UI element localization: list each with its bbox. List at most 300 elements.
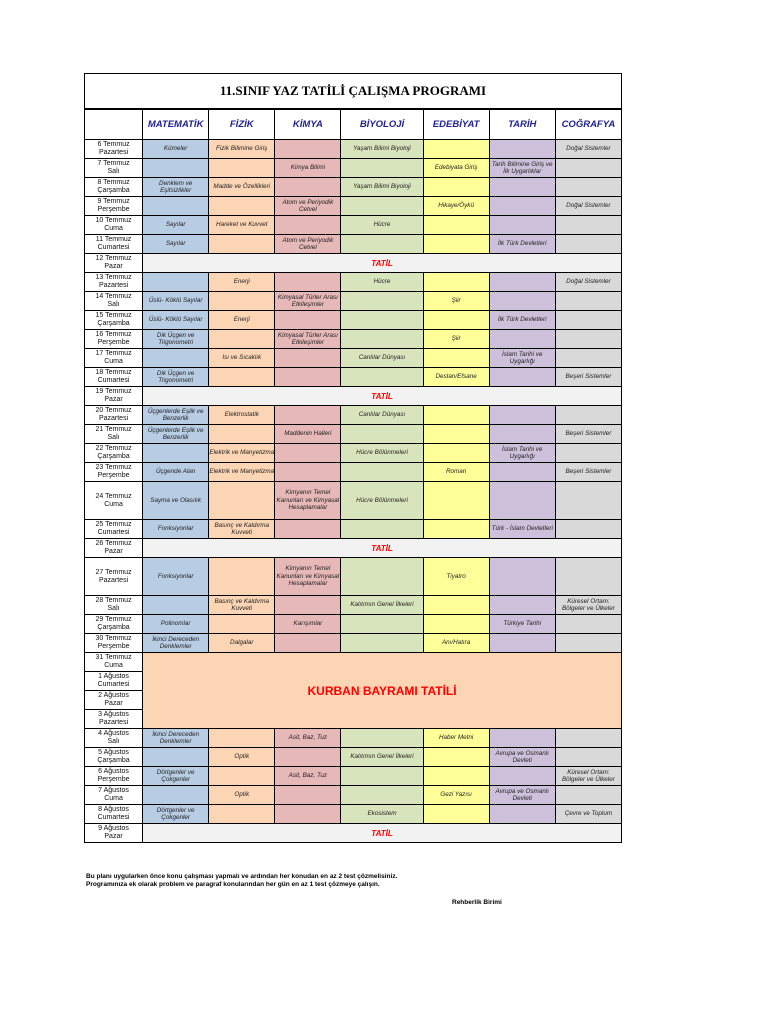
date-label: 4 Ağustos [98, 730, 129, 737]
subject-cell: Isı ve Sıcaklık [209, 349, 275, 368]
subject-cell [209, 159, 275, 178]
subject-cell [555, 558, 621, 596]
date-cell [85, 672, 143, 691]
subject-cell: Polinomlar [143, 615, 209, 634]
table-row [85, 330, 622, 349]
table-row [85, 197, 622, 216]
subject-cell [423, 273, 489, 292]
holiday-cell: TATİL [143, 254, 622, 273]
date-cell [85, 596, 143, 615]
subject-cell [275, 140, 341, 159]
subject-cell: Hücre [341, 216, 423, 235]
day-label: Salı [107, 434, 120, 441]
subject-cell: Kimyasal Türler Arası Etkileşimler [275, 330, 341, 349]
day-label: Pazar [104, 833, 123, 840]
table-row [85, 463, 622, 482]
subject-cell: Madde ve Özellikleri [209, 178, 275, 197]
subject-cell: Küresel Ortam: Bölgeler ve Ülkeler [555, 596, 621, 615]
date-cell [85, 634, 143, 653]
subject-cell [489, 273, 555, 292]
table-row [85, 425, 622, 444]
subject-cell: Sayılar [143, 216, 209, 235]
subject-cell: İslam Tarihi ve Uygarlığı [489, 349, 555, 368]
table-row [85, 634, 622, 653]
day-label: Cumartesi [97, 244, 130, 251]
header-row [85, 110, 622, 140]
table-row [85, 615, 622, 634]
date-label: 15 Temmuz [95, 312, 132, 319]
subject-cell [341, 615, 423, 634]
subject-cell [209, 558, 275, 596]
date-label: 28 Temmuz [95, 597, 132, 604]
subject-cell [341, 311, 423, 330]
subject-cell [489, 805, 555, 824]
page-title: 11.SINIF YAZ TATİLİ ÇALIŞMA PROGRAMI [84, 73, 622, 109]
subject-cell: Avrupa ve Osmanlı Devleti [489, 786, 555, 805]
subject-cell [555, 406, 621, 425]
date-cell [85, 140, 143, 159]
subject-cell: Avrupa ve Osmanlı Devleti [489, 748, 555, 767]
subject-cell [143, 273, 209, 292]
subject-cell: Optik [209, 786, 275, 805]
table-row [85, 729, 622, 748]
table-row [85, 292, 622, 311]
date-label: 8 Temmuz [97, 179, 130, 186]
subject-cell [489, 729, 555, 748]
day-label: Çarşamba [97, 320, 130, 327]
subject-cell: Küresel Ortam: Bölgeler ve Ülkeler [555, 767, 621, 786]
subject-cell [423, 178, 489, 197]
subject-cell [555, 615, 621, 634]
subject-cell [341, 425, 423, 444]
subject-cell [341, 197, 423, 216]
subject-cell: Enerji [209, 273, 275, 292]
subject-cell: Basınç ve Kaldırma Kuvveti [209, 520, 275, 539]
subject-cell [275, 178, 341, 197]
subject-cell: Kümeler [143, 140, 209, 159]
subject-cell [555, 349, 621, 368]
subject-cell [275, 406, 341, 425]
day-label: Pazartesi [98, 576, 129, 584]
subject-cell: Atom ve Periyodik Cetvel [275, 197, 341, 216]
subject-cell: Beşeri Sistemler [555, 463, 621, 482]
table-row [85, 653, 622, 672]
table-row [85, 444, 622, 463]
day-label: Çarşamba [97, 453, 130, 460]
subject-cell: Enerji [209, 311, 275, 330]
subject-cell [209, 729, 275, 748]
subject-cell [489, 292, 555, 311]
date-cell [85, 216, 143, 235]
subject-cell [341, 292, 423, 311]
subject-cell [555, 520, 621, 539]
day-label: Perşembe [97, 643, 130, 650]
subject-cell [209, 805, 275, 824]
day-label: Pazartesi [98, 719, 129, 726]
subject-cell: Denklem ve Eşitsizlikler [143, 178, 209, 197]
subject-cell [555, 330, 621, 349]
day-label: Salı [107, 738, 120, 745]
table-row [85, 368, 622, 387]
subject-cell [489, 330, 555, 349]
subject-cell [275, 786, 341, 805]
date-label: 11 Temmuz [95, 236, 132, 243]
subject-cell [275, 634, 341, 653]
subject-cell [423, 311, 489, 330]
subject-cell [489, 425, 555, 444]
subject-cell [489, 216, 555, 235]
table-row [85, 558, 622, 596]
subject-cell: Dik Üçgen ve Trigonometri [143, 330, 209, 349]
day-label: Pazartesi [98, 282, 129, 289]
header-tarih: TARİH [489, 110, 555, 140]
subject-cell [341, 159, 423, 178]
subject-cell [143, 444, 209, 463]
subject-cell [341, 786, 423, 805]
subject-cell [423, 140, 489, 159]
subject-cell [423, 520, 489, 539]
day-label: Cumartesi [97, 529, 130, 536]
table-row [85, 311, 622, 330]
date-label: 31 Temmuz [95, 654, 132, 661]
subject-cell [209, 330, 275, 349]
day-label: Pazar [104, 548, 123, 555]
date-label: 10 Temmuz [95, 217, 132, 224]
subject-cell: Sayma ve Olasılık [143, 482, 209, 520]
table-row [85, 387, 622, 406]
date-label: 30 Temmuz [95, 635, 132, 642]
day-label: Salı [107, 301, 120, 308]
subject-cell: İkinci Dereceden Denklemler [143, 729, 209, 748]
date-cell [85, 805, 143, 824]
date-label: 19 Temmuz [95, 388, 132, 395]
signature: Rehberlik Birimi [452, 899, 502, 906]
subject-cell [275, 216, 341, 235]
bayram-holiday-cell: KURBAN BAYRAMI TATİLİ [143, 653, 622, 729]
subject-cell: Kimyanın Temel Kanunları ve Kimyasal Hesaplamalar [275, 482, 341, 520]
subject-cell: Optik [209, 748, 275, 767]
header-kimya: KİMYA [275, 110, 341, 140]
date-label: 7 Ağustos [98, 787, 129, 794]
table-row [85, 520, 622, 539]
date-label: 6 Temmuz [97, 141, 130, 148]
subject-cell: İslam Tarihi ve Uygarlığı [489, 444, 555, 463]
day-label: Çarşamba [97, 187, 130, 194]
date-label: 9 Temmuz [97, 198, 130, 205]
date-cell [85, 729, 143, 748]
subject-cell: Beşeri Sistemler [555, 368, 621, 387]
subject-cell [275, 748, 341, 767]
table-row [85, 349, 622, 368]
subject-cell: Maddenin Halleri [275, 425, 341, 444]
subject-cell: Fonksiyonlar [143, 520, 209, 539]
day-label: Perşembe [97, 206, 130, 213]
subject-cell: Anı/Hatıra [423, 634, 489, 653]
subject-cell [423, 767, 489, 786]
subject-cell: Elektrik ve Manyetizma [209, 444, 275, 463]
subject-cell [341, 634, 423, 653]
table-row [85, 159, 622, 178]
date-cell [85, 748, 143, 767]
day-label: Çarşamba [97, 624, 130, 631]
date-label: 8 Ağustos [98, 806, 129, 813]
subject-cell: Şiir [423, 330, 489, 349]
date-cell [85, 235, 143, 254]
subject-cell [341, 520, 423, 539]
date-cell [85, 786, 143, 805]
subject-cell: Türk - İslam Devletleri [489, 520, 555, 539]
date-label: 26 Temmuz [95, 540, 132, 547]
holiday-cell: TATİL [143, 824, 622, 843]
subject-cell [143, 197, 209, 216]
subject-cell: Türkiye Tarihi [489, 615, 555, 634]
subject-cell [555, 292, 621, 311]
date-label: 12 Temmuz [95, 255, 132, 262]
date-cell [85, 653, 143, 672]
subject-cell [555, 748, 621, 767]
subject-cell [489, 406, 555, 425]
day-label: Pazar [104, 263, 123, 270]
subject-cell: Asit, Baz, Tuz [275, 767, 341, 786]
table-row [85, 235, 622, 254]
subject-cell: Hareket ve Kuvvet [209, 216, 275, 235]
subject-cell: Dik Üçgen ve Trigonometri [143, 368, 209, 387]
subject-cell: Destan/Efsane [423, 368, 489, 387]
table-row [85, 178, 622, 197]
date-label: 5 Ağustos [98, 749, 129, 756]
holiday-cell: TATİL [143, 539, 622, 558]
table-row [85, 273, 622, 292]
subject-cell [341, 558, 423, 596]
subject-cell: Elektrostatik [209, 406, 275, 425]
table-row [85, 596, 622, 615]
note-line-1: Bu planı uygularken önce konu çalışması yapmalı ve ardından her konudan en az 2 test çözmelisiniz. [86, 873, 398, 880]
subject-cell [489, 634, 555, 653]
day-label: Pazar [104, 700, 123, 707]
subject-cell [275, 311, 341, 330]
date-label: 17 Temmuz [95, 350, 132, 357]
subject-cell: Kalıtımın Genel İlkeleri [341, 596, 423, 615]
date-label: 23 Temmuz [95, 464, 132, 471]
subject-cell [555, 729, 621, 748]
date-label: 16 Temmuz [95, 331, 132, 338]
subject-cell: Tarih Bilimine Giriş ve İlk Uygarlıklar [489, 159, 555, 178]
subject-cell [555, 216, 621, 235]
date-cell [85, 330, 143, 349]
subject-cell [489, 463, 555, 482]
day-label: Cuma [104, 795, 123, 802]
date-label: 6 Ağustos [98, 768, 129, 775]
subject-cell [555, 159, 621, 178]
subject-cell: Kimyanın Temel Kanunları ve Kimyasal Hesaplamalar [275, 558, 341, 596]
table-row [85, 748, 622, 767]
subject-cell: Fizik Bilimine Giriş [209, 140, 275, 159]
subject-cell [555, 634, 621, 653]
subject-cell [341, 235, 423, 254]
subject-cell: İkinci Dereceden Denklemler [143, 634, 209, 653]
schedule-table [84, 109, 622, 843]
date-label: 22 Temmuz [95, 445, 132, 452]
date-label: 7 Temmuz [97, 160, 130, 167]
date-label: 21 Temmuz [95, 426, 132, 433]
subject-cell: Canlılar Dünyası [341, 406, 423, 425]
subject-cell [423, 235, 489, 254]
subject-cell [555, 444, 621, 463]
subject-cell [423, 444, 489, 463]
date-cell [85, 311, 143, 330]
date-cell [85, 520, 143, 539]
note-line-2: Programınıza ek olarak problem ve paragraf konularından her gün en az 1 test çözmeye çalışın. [86, 881, 380, 888]
date-cell [85, 463, 143, 482]
date-cell [85, 387, 143, 406]
subject-cell [489, 197, 555, 216]
subject-cell [209, 292, 275, 311]
subject-cell: Doğal Sistemler [555, 197, 621, 216]
day-label: Pazartesi [98, 415, 129, 422]
subject-cell: Sayılar [143, 235, 209, 254]
date-label: 25 Temmuz [95, 521, 132, 528]
subject-cell [423, 482, 489, 520]
subject-cell [209, 197, 275, 216]
subject-cell [489, 596, 555, 615]
subject-cell: Gezi Yazısı [423, 786, 489, 805]
subject-cell: Ekosistem [341, 805, 423, 824]
subject-cell: Hikaye/Öykü [423, 197, 489, 216]
header-fizik: FİZİK [209, 110, 275, 140]
day-label: Cuma [104, 662, 123, 669]
date-cell [85, 444, 143, 463]
subject-cell: Dörtgenler ve Çokgenler [143, 767, 209, 786]
subject-cell: Üslü- Köklü Sayılar [143, 311, 209, 330]
schedule-sheet [84, 73, 622, 855]
date-cell [85, 558, 143, 596]
subject-cell [341, 368, 423, 387]
subject-cell: Roman [423, 463, 489, 482]
subject-cell [143, 349, 209, 368]
subject-cell: Kalıtımın Genel İlkeleri [341, 748, 423, 767]
subject-cell [143, 748, 209, 767]
date-cell [85, 482, 143, 520]
subject-cell: İlk Türk Devletleri [489, 235, 555, 254]
subject-cell [489, 368, 555, 387]
subject-cell: Tiyatro [423, 558, 489, 596]
day-label: Cumartesi [97, 681, 130, 688]
date-label: 13 Temmuz [95, 274, 132, 281]
subject-cell: Üçgende Alan [143, 463, 209, 482]
subject-cell [423, 406, 489, 425]
day-label: Pazar [104, 396, 123, 403]
subject-cell: Beşeri Sistemler [555, 425, 621, 444]
date-cell [85, 273, 143, 292]
subject-cell [423, 349, 489, 368]
subject-cell [489, 558, 555, 596]
subject-cell: Üçgenlerde Eşlik ve Benzerlik [143, 406, 209, 425]
date-label: 24 Temmuz [95, 492, 132, 500]
subject-cell [275, 596, 341, 615]
subject-cell [209, 615, 275, 634]
day-label: Pazartesi [98, 149, 129, 156]
subject-cell [275, 805, 341, 824]
header-matematik: MATEMATİK [143, 110, 209, 140]
day-label: Cumartesi [97, 814, 130, 821]
day-label: Perşembe [97, 776, 130, 783]
subject-cell: Canlılar Dünyası [341, 349, 423, 368]
day-label: Cuma [104, 358, 123, 365]
subject-cell: Çevre ve Toplum [555, 805, 621, 824]
date-label: 3 Ağustos [98, 711, 129, 718]
date-cell [85, 406, 143, 425]
subject-cell [555, 482, 621, 520]
day-label: Cumartesi [97, 377, 130, 384]
subject-cell: Hücre Bölünmeleri [341, 482, 423, 520]
subject-cell [275, 444, 341, 463]
subject-cell [143, 596, 209, 615]
date-label: 1 Ağustos [98, 673, 129, 680]
date-cell [85, 197, 143, 216]
subject-cell: Şiir [423, 292, 489, 311]
subject-cell: Dörtgenler ve Çokgenler [143, 805, 209, 824]
subject-cell [143, 786, 209, 805]
table-row [85, 786, 622, 805]
subject-cell [489, 482, 555, 520]
date-cell [85, 824, 143, 843]
subject-cell: Doğal Sistemler [555, 140, 621, 159]
subject-cell: Yaşam Bilimi Biyoloji [341, 140, 423, 159]
subject-cell: Hücre Bölünmeleri [341, 444, 423, 463]
day-label: Salı [107, 168, 120, 175]
table-row [85, 824, 622, 843]
subject-cell [209, 235, 275, 254]
date-cell [85, 691, 143, 710]
subject-cell: Haber Metni [423, 729, 489, 748]
date-label: 9 Ağustos [98, 825, 129, 832]
subject-cell [275, 368, 341, 387]
subject-cell [489, 178, 555, 197]
subject-cell: Asit, Baz, Tuz [275, 729, 341, 748]
subject-cell [489, 140, 555, 159]
date-label: 29 Temmuz [95, 616, 132, 623]
subject-cell [555, 311, 621, 330]
day-label: Perşembe [97, 472, 130, 479]
header-edebiyat: EDEBİYAT [423, 110, 489, 140]
subject-cell: Kimyasal Türler Arası Etkileşimler [275, 292, 341, 311]
subject-cell [275, 349, 341, 368]
day-label: Perşembe [97, 339, 130, 346]
table-row [85, 767, 622, 786]
day-label: Çarşamba [97, 757, 130, 764]
date-cell [85, 159, 143, 178]
subject-cell [423, 216, 489, 235]
subject-cell: Edebiyata Giriş [423, 159, 489, 178]
holiday-cell: TATİL [143, 387, 622, 406]
subject-cell [341, 729, 423, 748]
subject-cell [341, 767, 423, 786]
subject-cell [423, 748, 489, 767]
date-cell [85, 615, 143, 634]
subject-cell [423, 615, 489, 634]
subject-cell: Karışımlar [275, 615, 341, 634]
subject-cell [209, 425, 275, 444]
date-cell [85, 767, 143, 786]
subject-cell [275, 463, 341, 482]
subject-cell: Basınç ve Kaldırma Kuvveti [209, 596, 275, 615]
date-label: 14 Temmuz [95, 293, 132, 300]
date-cell [85, 425, 143, 444]
subject-cell [341, 330, 423, 349]
day-label: Cuma [104, 225, 123, 232]
subject-cell [209, 482, 275, 520]
subject-cell: Doğal Sistemler [555, 273, 621, 292]
